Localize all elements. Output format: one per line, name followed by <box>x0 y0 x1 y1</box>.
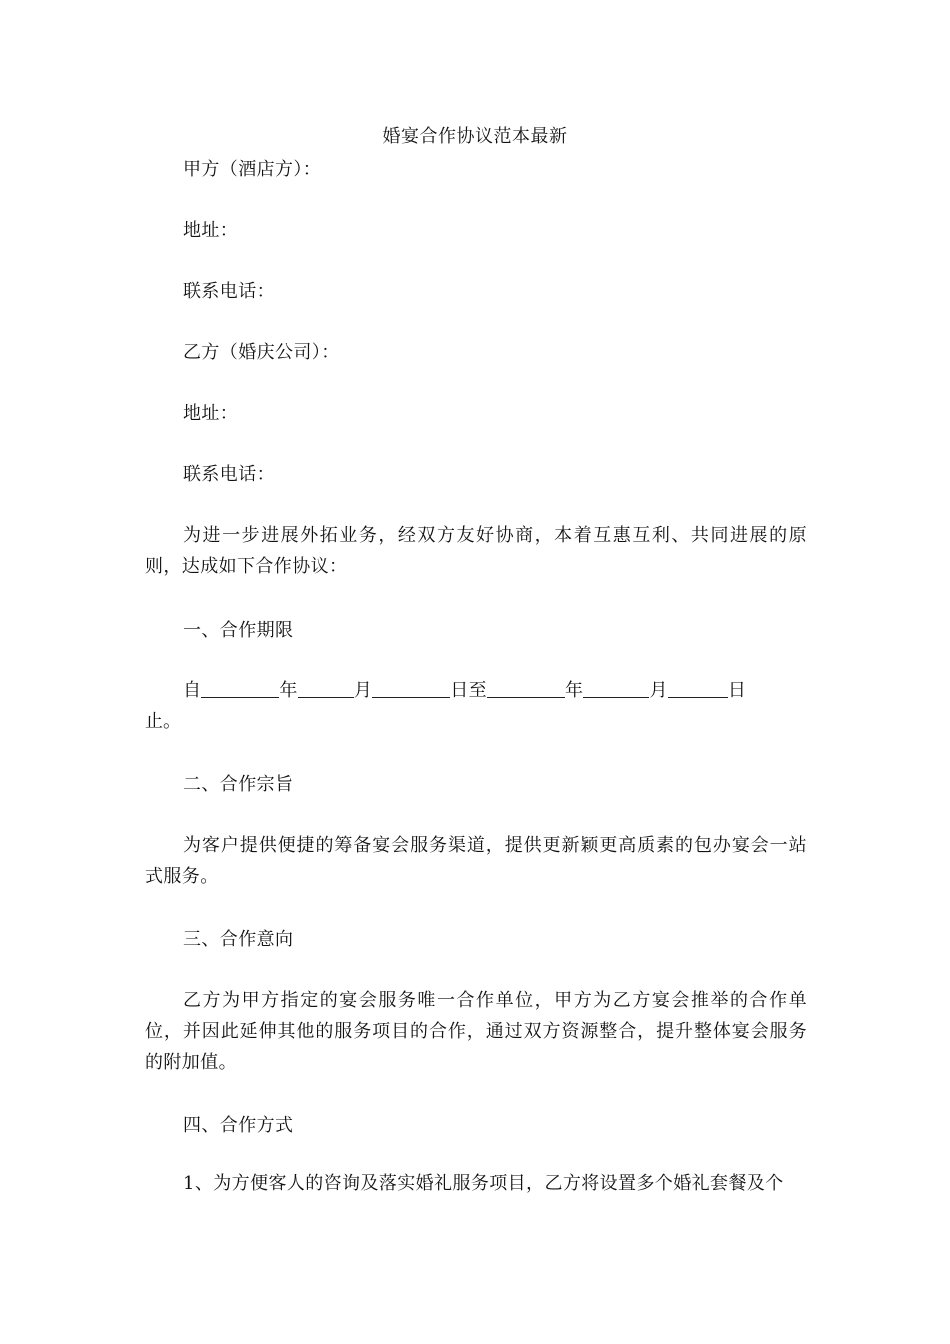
preamble-paragraph: 为进一步进展外拓业务，经双方友好协商，本着互惠互利、共同进展的原则，达成如下合作协议： <box>145 525 807 577</box>
start-month-blank[interactable] <box>298 679 354 698</box>
cooperation-period-line <box>183 678 807 704</box>
date-text-day-end: 日 <box>727 680 747 701</box>
start-day-blank[interactable] <box>372 679 450 698</box>
party-a-address-label: 地址： <box>183 220 239 241</box>
end-month-blank[interactable] <box>583 679 649 698</box>
party-b-label: 乙方（婚庆公司）： <box>183 342 340 363</box>
document-title: 婚宴合作协议范本最新 <box>382 126 568 147</box>
section2-heading: 二、合作宗旨 <box>183 774 294 795</box>
cooperation-period-tail: 止。 <box>145 711 181 732</box>
date-text-month: 月 <box>353 680 373 701</box>
start-year-blank[interactable] <box>201 679 279 698</box>
section1-heading: 一、合作期限 <box>183 620 294 641</box>
date-text-year: 年 <box>279 680 298 701</box>
section3-paragraph: 乙方为甲方指定的宴会服务唯一合作单位，甲方为乙方宴会推举的合作单位，并因此延伸其他的服务项目的合作，通过双方资源整合，提升整体宴会服务的附加值。 <box>145 990 807 1073</box>
party-a-phone-label: 联系电话： <box>183 281 275 302</box>
section2-paragraph: 为客户提供便捷的筹备宴会服务渠道，提供更新颖更高质素的包办宴会一站式服务。 <box>145 835 807 887</box>
party-a-label: 甲方（酒店方）： <box>183 159 322 180</box>
party-b-address-label: 地址： <box>183 403 239 424</box>
date-text-month-end: 月 <box>649 680 668 701</box>
end-year-blank[interactable] <box>487 679 565 698</box>
date-text-year-end: 年 <box>565 680 584 701</box>
end-day-blank[interactable] <box>668 679 728 698</box>
party-b-phone-label: 联系电话： <box>183 464 275 485</box>
section4-heading: 四、合作方式 <box>183 1115 294 1136</box>
date-text-from: 自 <box>183 680 202 701</box>
section4-item1: 1、为方便客人的咨询及落实婚礼服务项目，乙方将设置多个婚礼套餐及个 <box>183 1173 784 1194</box>
date-text-day-to: 日至 <box>450 680 488 701</box>
section3-heading: 三、合作意向 <box>183 929 294 950</box>
